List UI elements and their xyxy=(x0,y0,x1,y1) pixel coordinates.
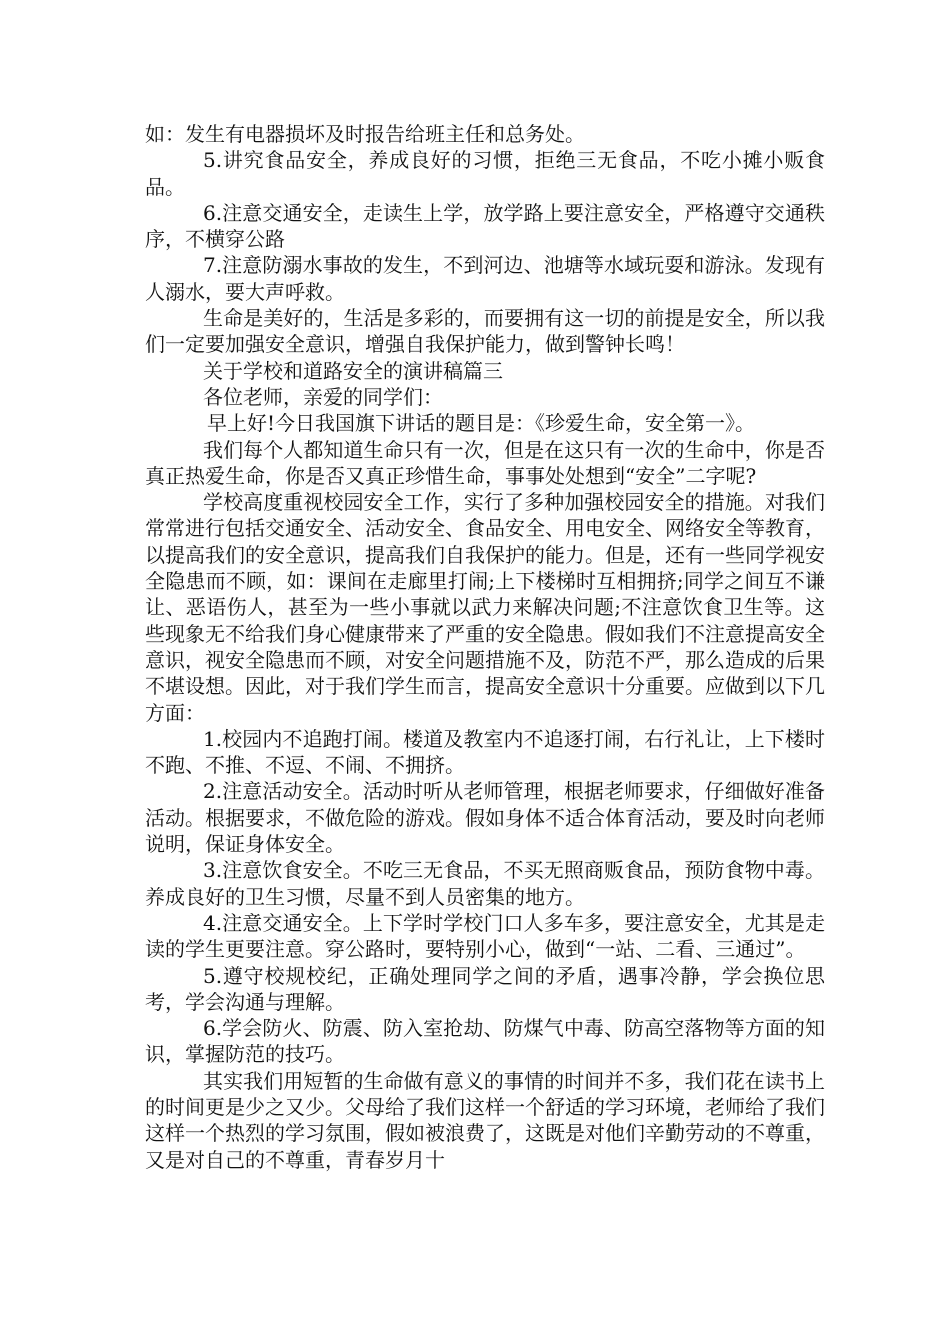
list-item: 4.注意交通安全。上下学时学校门口人多车多，要注意安全，尤其是走读的学生更要注意。穿公路时，要特别小心，做到“一站、二看、三通过”。 xyxy=(145,910,825,962)
salutation: 各位老师，亲爱的同学们： xyxy=(203,384,443,409)
paragraph: 如：发生有电器损坏及时报告给班主任和总务处。 xyxy=(145,122,585,146)
paragraph: 其实我们用短暂的生命做有意义的事情的时间并不多，我们花在读书上的时间更是少之又少。父母给了我们这样一个舒适的学习环境，老师给了我们这样一个热烈的学习氛围，假如被浪费了，这既是对他们辛勤劳动的不尊重，又是对自己的不尊重，青春岁月十 xyxy=(145,1068,825,1172)
document-body xyxy=(145,121,825,1173)
list-item: 6.学会防火、防震、防入室抢劫、防煤气中毒、防高空落物等方面的知识，掌握防范的技巧。 xyxy=(145,1016,825,1067)
paragraph: 早上好!今日我国旗下讲话的题目是：《珍爱生命，安全第一》。 xyxy=(207,411,756,436)
list-item: 3.注意饮食安全。不吃三无食品，不买无照商贩食品，预防食物中毒。养成良好的卫生习惯，尽量不到人员密集的地方。 xyxy=(145,858,825,909)
list-item: 2.注意活动安全。活动时听从老师管理，根据老师要求，仔细做好准备活动。根据要求，不做危险的游戏。假如身体不适合体育活动，要及时向老师说明，保证身体安全。 xyxy=(145,779,825,857)
list-item: 1.校园内不追跑打闹。楼道及教室内不追逐打闹，右行礼让，上下楼时不跑、不推、不逗、不闹、不拥挤。 xyxy=(145,726,825,778)
paragraph: 学校高度重视校园安全工作，实行了多种加强校园安全的措施。对我们常常进行包括交通安全、活动安全、食品安全、用电安全、网络安全等教育，以提高我们的安全意识，提高我们自我保护的能力。但是，还有一些同学视安全隐患而不顾，如：课间在走廊里打闹;上下楼梯时互相拥挤;同学之间互不谦让、恶语伤人，甚至为一些小事就以武力来解决问题;不注意饮食卫生等。这些现象无不给我们身心健康带来了严重的安全隐患。假如我们不注意提高安全意识，视安全隐患而不顾，对安全问题措施不及，防范不严，那么造成的后果不堪设想。因此，对于我们学生而言，提高安全意识十分重要。应做到以下几方面： xyxy=(145,490,825,725)
section-heading: 关于学校和道路安全的演讲稿篇三 xyxy=(203,358,503,383)
paragraph: 7.注意防溺水事故的发生，不到河边、池塘等水域玩耍和游泳。发现有人溺水，要大声呼救。 xyxy=(145,253,825,304)
paragraph: 6.注意交通安全，走读生上学，放学路上要注意安全，严格遵守交通秩序，不横穿公路 xyxy=(145,200,825,252)
paragraph: 我们每个人都知道生命只有一次，但是在这只有一次的生命中，你是否真正热爱生命，你是否又真正珍惜生命，事事处处想到“安全”二字呢? xyxy=(145,437,825,488)
paragraph: 5.讲究食品安全，养成良好的习惯，拒绝三无食品，不吃小摊小贩食品。 xyxy=(145,148,825,199)
list-item: 5.遵守校规校纪，正确处理同学之间的矛盾，遇事冷静，学会换位思考，学会沟通与理解。 xyxy=(145,963,825,1014)
paragraph: 生命是美好的，生活是多彩的，而要拥有这一切的前提是安全，所以我们一定要加强安全意识，增强自我保护能力，做到警钟长鸣！ xyxy=(145,306,825,357)
